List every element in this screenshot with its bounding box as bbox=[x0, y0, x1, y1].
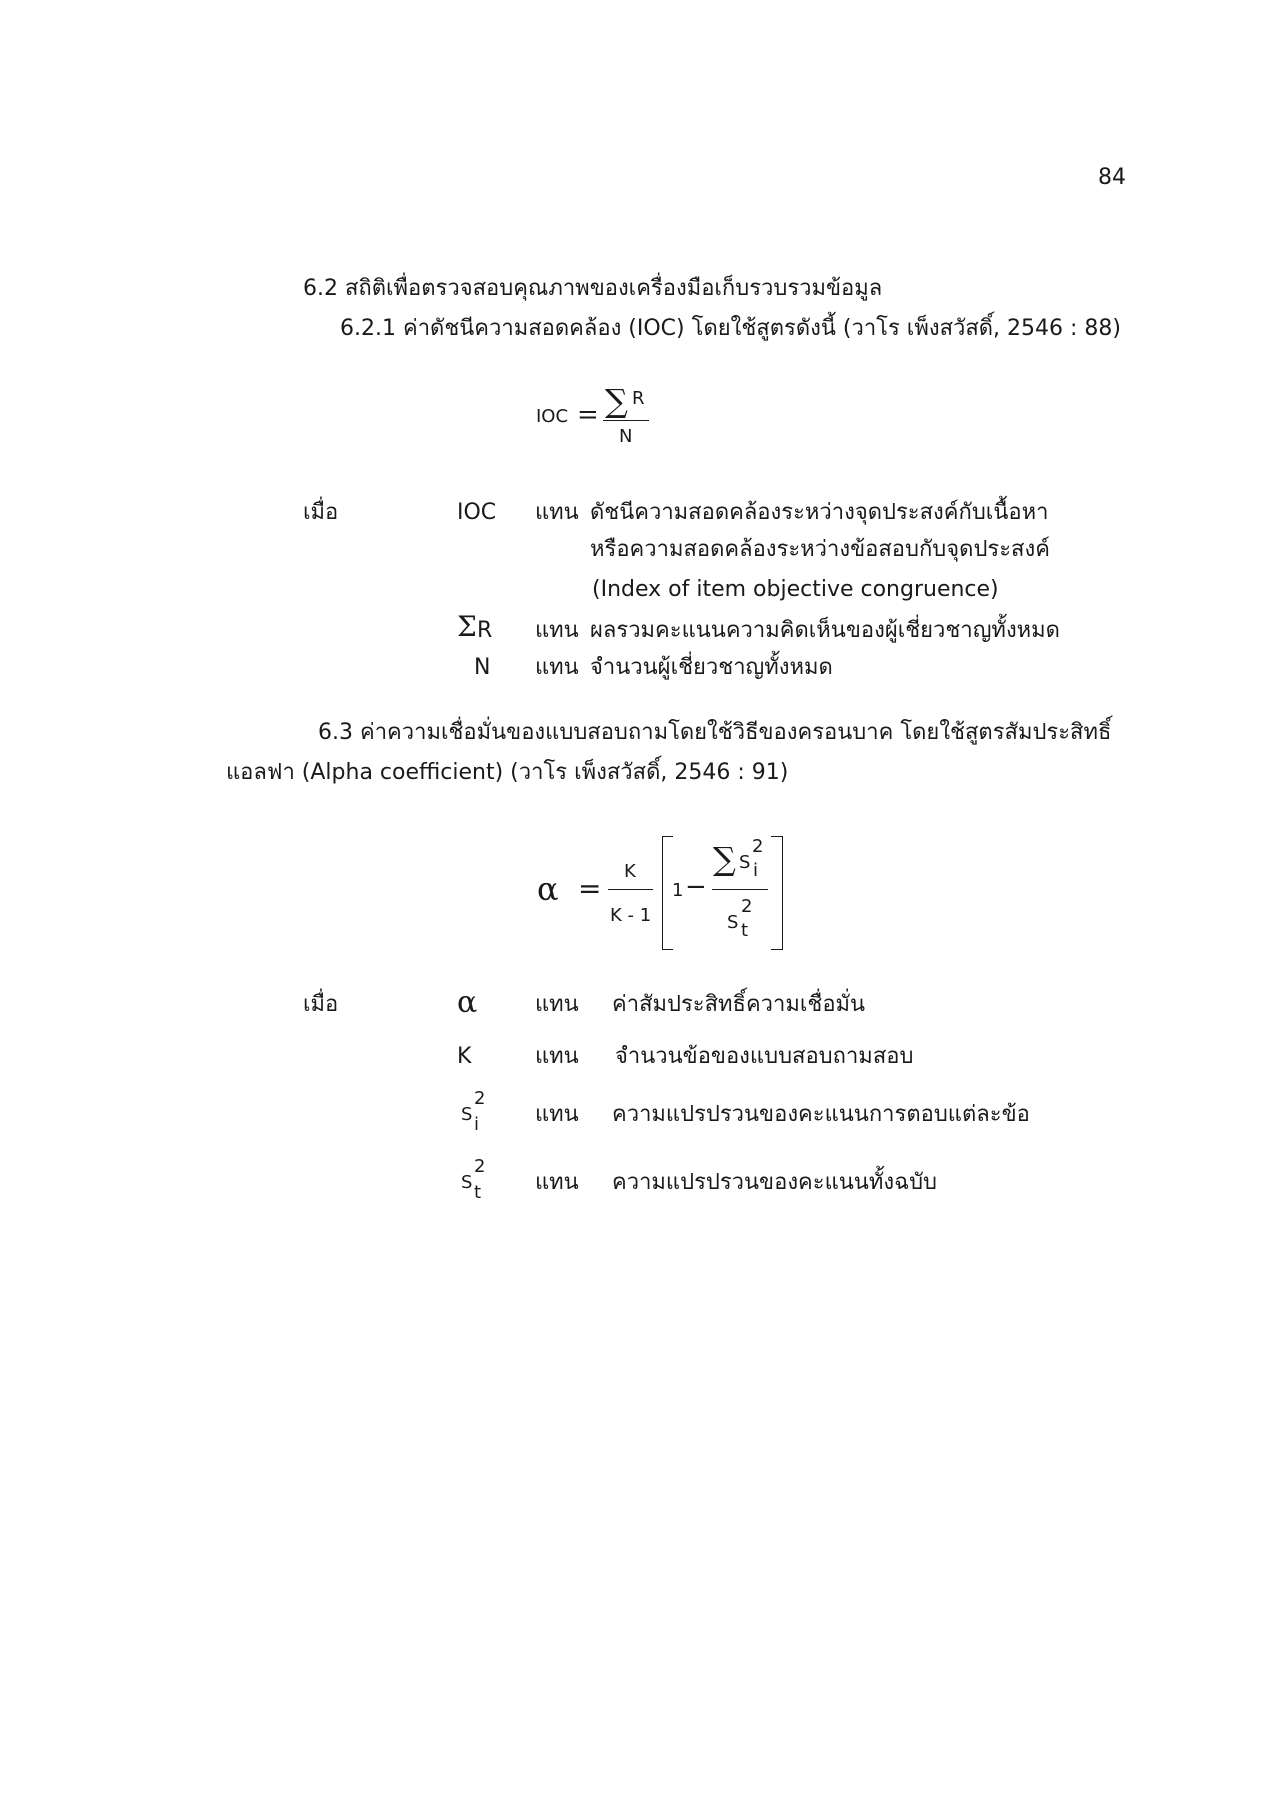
ioc-legend-symbol-sigma: Σ bbox=[457, 610, 477, 643]
alpha-legend-symbol-st-s: S bbox=[461, 1172, 473, 1193]
page-number: 84 bbox=[1098, 165, 1126, 190]
ioc-legend-rep: แทน bbox=[535, 618, 579, 643]
right-bracket bbox=[782, 836, 783, 950]
alpha-formula-si-sub: i bbox=[753, 860, 759, 881]
section-6-3-line1: 6.3 ค่าความเชื่อมั่นของแบบสอบถามโดยใช้วิธีของครอนบาค โดยใช้สูตรสัมประสิทธิ์ bbox=[318, 720, 1112, 745]
ioc-legend-desc-line1: ดัชนีความสอดคล้องระหว่างจุดประสงค์กับเนื้อหา bbox=[590, 500, 1049, 525]
alpha-variance-fraction-bar bbox=[712, 889, 768, 890]
ioc-legend-desc-line2: หรือความสอดคล้องระหว่างข้อสอบกับจุดประสงค์ bbox=[590, 537, 1050, 562]
alpha-legend-symbol-st-sub: t bbox=[474, 1182, 482, 1203]
section-6-3-line2: แอลฟา (Alpha coefficient) (วาโร เพ็งสวัสดิ์, 2546 : 91) bbox=[226, 760, 789, 785]
alpha-legend-rep: แทน bbox=[535, 1170, 579, 1195]
alpha-legend-symbol-si-s: S bbox=[461, 1104, 473, 1125]
alpha-legend-symbol-si-sup: 2 bbox=[474, 1088, 486, 1109]
alpha-legend-desc-si: ความแปรปรวนของคะแนนการตอบแต่ละข้อ bbox=[612, 1102, 1030, 1127]
alpha-formula-si-s: S bbox=[739, 852, 751, 873]
alpha-legend-when: เมื่อ bbox=[303, 992, 339, 1017]
alpha-formula-equals: = bbox=[578, 872, 602, 905]
ioc-formula-equals: = bbox=[577, 400, 599, 430]
alpha-legend-rep: แทน bbox=[535, 1102, 579, 1127]
alpha-formula-minus: − bbox=[685, 872, 707, 902]
ioc-fraction-bar bbox=[603, 420, 649, 421]
left-bracket bbox=[662, 836, 663, 950]
alpha-legend-symbol-alpha: α bbox=[457, 985, 478, 1020]
alpha-formula-st-s: S bbox=[727, 912, 739, 933]
alpha-legend-rep: แทน bbox=[535, 1044, 579, 1069]
alpha-legend-desc-k: จำนวนข้อของแบบสอบถามสอบ bbox=[615, 1044, 914, 1069]
ioc-legend-rep: แทน bbox=[535, 500, 579, 525]
ioc-legend-rep: แทน bbox=[535, 655, 579, 680]
alpha-k-fraction-bar bbox=[608, 889, 653, 890]
section-6-2-heading: 6.2 สถิติเพื่อตรวจสอบคุณภาพของเครื่องมือเก็บรวบรวมข้อมูล bbox=[303, 276, 883, 301]
ioc-legend-desc-line3: (Index of item objective congruence) bbox=[592, 577, 999, 602]
alpha-legend-symbol-si-sub: i bbox=[474, 1114, 480, 1135]
right-bracket-bottom bbox=[771, 949, 782, 950]
alpha-legend-rep: แทน bbox=[535, 992, 579, 1017]
alpha-legend-desc-alpha: ค่าสัมประสิทธิ์ความเชื่อมั่น bbox=[612, 992, 866, 1017]
ioc-legend-desc-sum-r: ผลรวมคะแนนความคิดเห็นของผู้เชี่ยวชาญทั้งหมด bbox=[590, 618, 1060, 643]
alpha-legend-symbol-k: K bbox=[457, 1044, 472, 1069]
ioc-legend-symbol-r: R bbox=[477, 618, 493, 643]
alpha-formula-k-num: K bbox=[624, 861, 636, 882]
left-bracket-top bbox=[662, 836, 673, 837]
alpha-formula-one: 1 bbox=[672, 880, 684, 901]
ioc-formula-denominator: N bbox=[619, 426, 633, 447]
left-bracket-bottom bbox=[662, 949, 673, 950]
ioc-legend-when: เมื่อ bbox=[303, 500, 339, 525]
ioc-formula-numerator: R bbox=[632, 388, 645, 409]
ioc-formula-lhs: IOC bbox=[536, 406, 569, 427]
alpha-formula-alpha: α bbox=[537, 870, 559, 908]
alpha-formula-st-sup: 2 bbox=[741, 896, 753, 917]
alpha-formula-si-sup: 2 bbox=[752, 836, 764, 857]
ioc-formula-sigma: ∑ bbox=[605, 382, 628, 420]
alpha-formula-k-den: K - 1 bbox=[610, 905, 652, 926]
alpha-formula-st-sub: t bbox=[741, 920, 749, 941]
right-bracket-top bbox=[771, 836, 782, 837]
ioc-legend-symbol-n: N bbox=[474, 655, 491, 680]
alpha-formula-sigma: ∑ bbox=[713, 840, 736, 878]
ioc-legend-desc-n: จำนวนผู้เชี่ยวชาญทั้งหมด bbox=[590, 655, 833, 680]
ioc-legend-symbol-ioc: IOC bbox=[457, 500, 497, 525]
section-6-2-1-heading: 6.2.1 ค่าดัชนีความสอดคล้อง (IOC) โดยใช้สูตรดังนี้ (วาโร เพ็งสวัสดิ์, 2546 : 88) bbox=[340, 316, 1122, 341]
alpha-legend-desc-st: ความแปรปรวนของคะแนนทั้งฉบับ bbox=[612, 1170, 938, 1195]
alpha-legend-symbol-st-sup: 2 bbox=[474, 1156, 486, 1177]
